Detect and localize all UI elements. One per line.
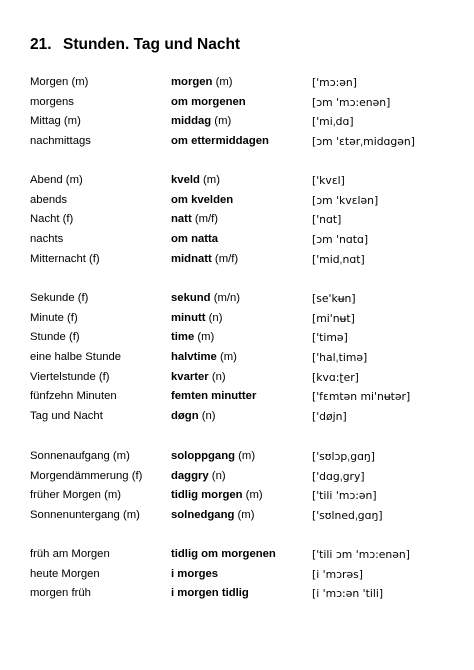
vocabulary-group [0, 73, 474, 152]
norwegian-word: femten minutter [171, 390, 257, 403]
norwegian-gender: (m) [235, 450, 256, 462]
vocabulary-row [0, 407, 474, 427]
german-term: morgen früh [30, 587, 91, 600]
norwegian-word: soloppgang [171, 450, 236, 462]
norwegian-term [171, 328, 214, 348]
vocabulary-row [0, 132, 474, 152]
norwegian-term [171, 506, 254, 526]
german-term: Morgendämmerung (f) [30, 469, 143, 482]
vocabulary-row [0, 250, 474, 270]
pronunciation: ['nɑt] [312, 213, 342, 227]
norwegian-gender: (m) [242, 489, 263, 502]
norwegian-gender: (m) [211, 115, 232, 128]
german-term: eine halbe Stunde [30, 351, 122, 364]
norwegian-term [171, 486, 263, 506]
vocabulary-row [0, 328, 474, 348]
german-term: Sonnenaufgang (m) [30, 450, 130, 462]
norwegian-word: halvtime [171, 351, 217, 364]
chapter-title: Stunden. Tag und Nacht [63, 36, 241, 53]
norwegian-term [171, 289, 240, 309]
norwegian-word: i morges [171, 567, 219, 580]
pronunciation: [ɔm 'ɛtərˌmidɑgən] [312, 135, 415, 149]
german-term: Abend (m) [30, 174, 83, 186]
norwegian-term [171, 368, 226, 388]
pronunciation: ['mɔ:ən] [312, 76, 357, 89]
german-term: abends [30, 193, 68, 206]
pronunciation: ['sʊlnedˌgɑŋ] [312, 509, 383, 523]
norwegian-term [171, 171, 220, 191]
german-term: Mittag (m) [30, 115, 81, 128]
pronunciation: [ɔm 'kvɛlən] [312, 193, 379, 207]
norwegian-gender: (n) [208, 469, 226, 482]
vocabulary-row [0, 584, 474, 604]
pronunciation: ['timə] [312, 331, 348, 345]
norwegian-word: morgen [171, 76, 213, 88]
pronunciation: ['dɑgˌgry] [312, 469, 365, 483]
vocabulary-row [0, 368, 474, 388]
norwegian-word: om natta [171, 233, 219, 246]
german-term: Morgen (m) [30, 76, 89, 88]
norwegian-word: døgn [171, 410, 199, 423]
vocabulary-row [0, 348, 474, 368]
german-term: Mitternacht (f) [30, 252, 100, 265]
vocabulary-group [0, 545, 474, 604]
pronunciation: ['fɛmtən mi'nʉtər] [312, 390, 411, 404]
norwegian-gender: (m/f) [211, 252, 239, 265]
pronunciation: [ɔm 'nɑtɑ] [312, 233, 369, 247]
pronunciation: [mi'nʉt] [312, 311, 355, 325]
pronunciation: ['miˌdɑ] [312, 115, 354, 129]
vocabulary-group [0, 171, 474, 269]
norwegian-term [171, 250, 238, 270]
pronunciation: ['sʊlɔpˌgɑŋ] [312, 450, 375, 463]
pronunciation: [i 'mɔ:ən 'tili] [312, 587, 384, 601]
norwegian-word: middag [171, 115, 212, 128]
vocabulary-group [0, 289, 474, 427]
pronunciation: [se'kʉn] [312, 292, 356, 305]
norwegian-word: om ettermiddagen [171, 135, 269, 148]
norwegian-gender: (m) [234, 509, 255, 522]
norwegian-word: sekund [171, 292, 211, 304]
pronunciation: ['tili 'mɔ:ən] [312, 489, 377, 503]
german-term: früh am Morgen [30, 548, 110, 560]
pronunciation: [kvɑ:ʈer] [312, 370, 359, 384]
vocabulary-row [0, 93, 474, 113]
vocabulary-row [0, 467, 474, 487]
norwegian-gender: (m/n) [210, 292, 241, 304]
pronunciation: ['døjn] [312, 410, 347, 424]
norwegian-word: kvarter [171, 370, 209, 383]
german-term: nachts [30, 233, 64, 246]
vocabulary-row [0, 309, 474, 329]
norwegian-gender: (m) [212, 76, 233, 88]
norwegian-word: time [171, 331, 195, 344]
norwegian-word: midnatt [171, 252, 212, 265]
german-term: Sonnenuntergang (m) [30, 509, 140, 522]
german-term: fünfzehn Minuten [30, 390, 117, 403]
german-term: Stunde (f) [30, 331, 80, 344]
norwegian-term [171, 210, 218, 230]
vocabulary-group [0, 447, 474, 526]
german-term: heute Morgen [30, 567, 100, 580]
norwegian-gender: (n) [198, 410, 216, 423]
norwegian-gender: (m/f) [191, 213, 219, 226]
vocabulary-row [0, 210, 474, 230]
norwegian-gender: (m) [199, 174, 220, 186]
norwegian-term [171, 230, 218, 250]
pronunciation: ['kvɛl] [312, 174, 345, 187]
german-term: nachmittags [30, 135, 91, 148]
norwegian-term [171, 467, 226, 487]
german-term: Viertelstunde (f) [30, 370, 110, 383]
vocabulary-row [0, 545, 474, 565]
pronunciation: [ɔm 'mɔ:enən] [312, 95, 391, 109]
norwegian-term [171, 191, 233, 211]
norwegian-word: tidlig morgen [171, 489, 243, 502]
norwegian-term [171, 309, 222, 329]
norwegian-word: natt [171, 213, 192, 226]
vocabulary-row [0, 171, 474, 191]
german-term: früher Morgen (m) [30, 489, 122, 502]
norwegian-word: om morgenen [171, 95, 246, 108]
vocabulary-row [0, 73, 474, 93]
norwegian-gender: (n) [208, 370, 226, 383]
norwegian-term [171, 447, 255, 467]
vocabulary-row [0, 506, 474, 526]
norwegian-term [171, 348, 237, 368]
pronunciation: ['halˌtimə] [312, 351, 368, 365]
norwegian-word: daggry [171, 469, 209, 482]
norwegian-term [171, 407, 216, 427]
vocabulary-row [0, 289, 474, 309]
norwegian-term [171, 73, 233, 93]
pronunciation: ['tili ɔm 'mɔ:enən] [312, 548, 410, 561]
vocabulary-row [0, 230, 474, 250]
norwegian-term [171, 93, 246, 113]
norwegian-word: solnedgang [171, 509, 235, 522]
norwegian-term [171, 112, 231, 132]
chapter-number: 21. [30, 36, 52, 53]
german-term: Nacht (f) [30, 213, 74, 226]
german-term: Sekunde (f) [30, 292, 89, 304]
norwegian-gender: (m) [216, 351, 237, 364]
norwegian-word: tidlig om morgenen [171, 548, 276, 560]
norwegian-word: i morgen tidlig [171, 587, 249, 600]
norwegian-gender: (m) [194, 331, 215, 344]
norwegian-term [171, 387, 256, 407]
german-term: Tag und Nacht [30, 410, 103, 423]
norwegian-term [171, 132, 269, 152]
vocabulary-row [0, 191, 474, 211]
norwegian-term [171, 584, 249, 604]
vocabulary-row [0, 486, 474, 506]
vocabulary-row [0, 112, 474, 132]
norwegian-word: minutt [171, 311, 206, 324]
german-term: Minute (f) [30, 311, 78, 324]
pronunciation: [i 'mɔrəs] [312, 567, 363, 581]
vocabulary-row [0, 565, 474, 585]
german-term: morgens [30, 95, 74, 108]
pronunciation: ['midˌnɑt] [312, 252, 365, 266]
page-title [30, 36, 240, 54]
vocabulary-row [0, 447, 474, 467]
norwegian-gender: (n) [205, 311, 223, 324]
norwegian-term [171, 545, 276, 565]
norwegian-word: om kvelden [171, 193, 234, 206]
norwegian-word: kveld [171, 174, 200, 186]
vocabulary-row [0, 387, 474, 407]
norwegian-term [171, 565, 218, 585]
